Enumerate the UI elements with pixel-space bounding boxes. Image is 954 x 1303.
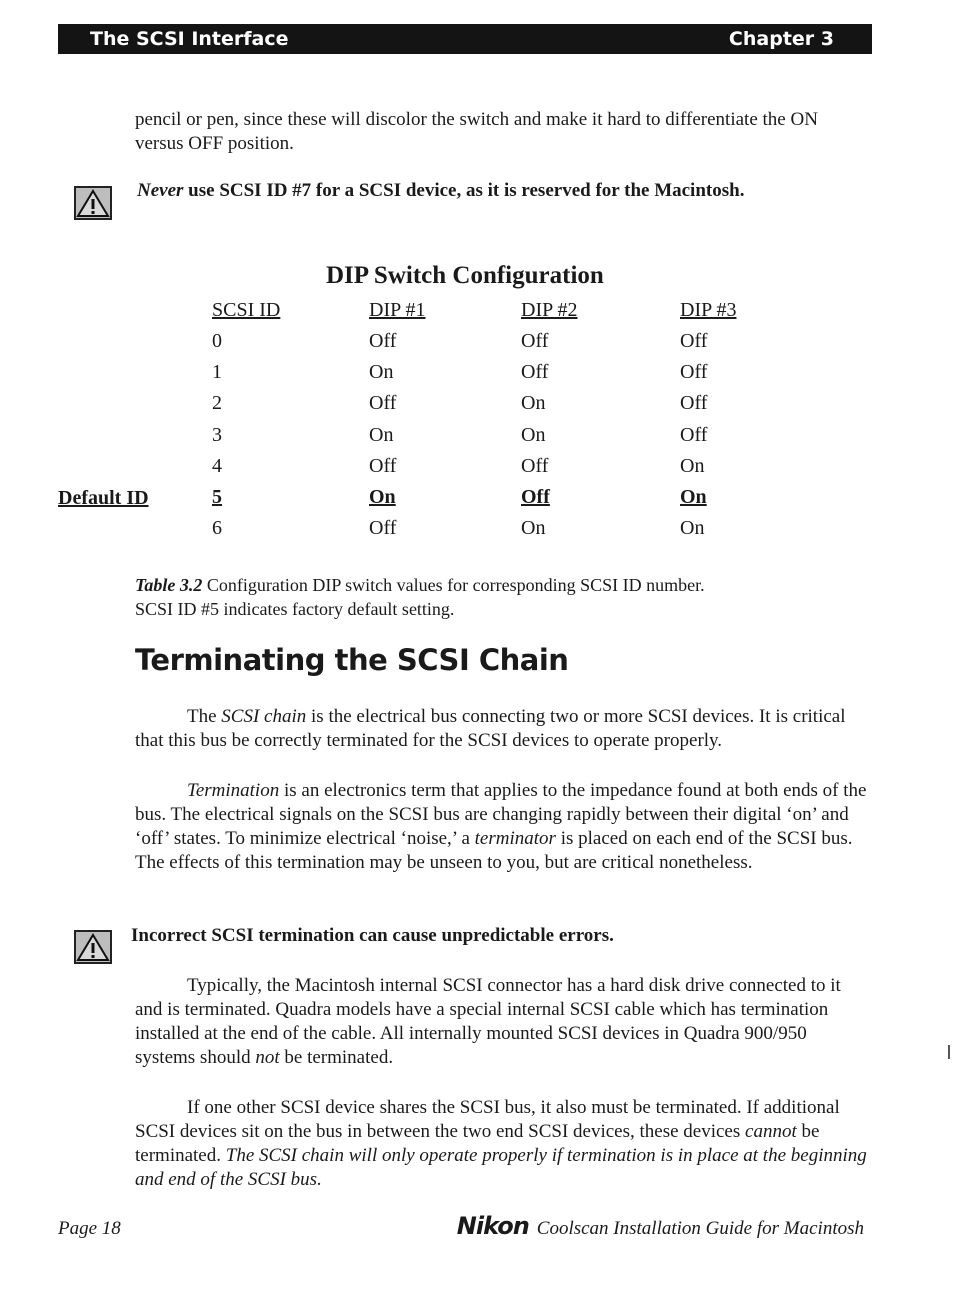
section-heading: Terminating the SCSI Chain [135, 643, 569, 677]
p2-terminator: terminator [474, 828, 556, 849]
p3-text-a: Typically, the Macintosh internal SCSI connector has a hard disk drive connected to it and is terminated. Quadra models have a special internal SCSI cable which has termination installed at the end of the cable. All internally mounted SCSI devices in Quadra 900/950 systems should [135, 975, 841, 1068]
table-header-cell: DIP #3 [680, 299, 737, 321]
scan-mark [948, 1045, 950, 1059]
table-cell: Off [369, 454, 397, 477]
warning-note-scsi-id-7 [137, 180, 744, 202]
table-cell: 1 [212, 361, 222, 384]
table-cell: 5 [212, 486, 222, 508]
table-cell: 3 [212, 423, 222, 446]
intro-paragraph: pencil or pen, since these will discolor the switch and make it hard to differentiate the ON versus OFF position. [135, 109, 818, 154]
p4-text-a: If one other SCSI device shares the SCSI bus, it also must be terminated. If additional SCSI devices sit on the bus in between the two end SCSI devices, these devices [135, 1097, 840, 1142]
table-header-cell: DIP #2 [521, 299, 578, 321]
table-cell: 2 [212, 392, 222, 415]
table-cell: On [521, 517, 546, 540]
table-cell: On [369, 423, 394, 446]
p3-not: not [255, 1047, 280, 1068]
table-cell: On [369, 486, 396, 508]
paragraph-scsi-chain [135, 705, 870, 753]
table-cell: Off [369, 330, 397, 352]
table-cell: Off [680, 330, 708, 352]
table-cell: On [369, 361, 394, 384]
header-section-title: The SCSI Interface [90, 28, 289, 50]
table-cell: Off [369, 392, 397, 415]
warning-triangle-icon [74, 930, 112, 964]
paragraph-termination [135, 779, 870, 875]
running-header [58, 24, 872, 54]
brand-logo: Nikon [456, 1212, 529, 1240]
table-cell: Off [680, 423, 708, 446]
p2-text-d: is placed on each end of the SCSI bus. The effects of this termination may be unseen to you, but are critical nonetheless. [135, 828, 853, 873]
table-cell: 4 [212, 454, 222, 477]
default-id-label: Default ID [58, 487, 149, 509]
table-cell: On [521, 392, 546, 415]
warning-emphasis: Never [137, 180, 184, 201]
table-cell: 0 [212, 330, 222, 352]
paragraph-macintosh-internal [135, 974, 870, 1070]
table-cell: Off [369, 517, 397, 540]
warning-triangle-icon [74, 186, 112, 220]
header-chapter: Chapter 3 [728, 28, 834, 50]
table-caption [135, 573, 835, 621]
table-cell: On [680, 486, 707, 508]
p4-cannot: cannot [745, 1121, 797, 1142]
p4-text-c: be terminated. [135, 1121, 820, 1166]
p1-term: SCSI chain [221, 706, 307, 727]
table-cell: On [680, 454, 705, 477]
table-cell: Off [521, 361, 549, 384]
caption-line1: Configuration DIP switch values for corresponding SCSI ID number. [202, 575, 705, 595]
table-cell: Off [521, 486, 550, 508]
table-cell: Off [521, 330, 549, 352]
footer-guide [457, 1212, 864, 1240]
table-header-cell: DIP #1 [369, 299, 426, 321]
table-cell: Off [521, 454, 549, 477]
p1-text-c: is the electrical bus connecting two or more SCSI devices. It is critical that this bus be correctly terminated for the SCSI devices to operate properly. [135, 706, 846, 751]
caption-line2: SCSI ID #5 indicates factory default setting. [135, 599, 455, 619]
guide-title: Coolscan Installation Guide for Macintosh [536, 1218, 864, 1239]
p2-term: Termination [187, 780, 280, 801]
table-header-cell: SCSI ID [212, 299, 281, 321]
warning-rest: use SCSI ID #7 for a SCSI device, as it is reserved for the Macintosh. [183, 180, 745, 201]
table-cell: On [521, 423, 546, 446]
warning-note-termination: Incorrect SCSI termination can cause unpredictable errors. [131, 925, 614, 946]
page-number: Page 18 [58, 1218, 121, 1239]
table-cell: 6 [212, 517, 222, 540]
p2-text-b: is an electronics term that applies to the impedance found at both ends of the bus. The electrical signals on the SCSI bus are changing rapidly between their digital ‘on’ and ‘off’ states. To minimize electrical ‘noise,’ a [135, 780, 867, 849]
table-title: DIP Switch Configuration [326, 262, 604, 289]
p1-text-a: The [187, 706, 222, 727]
p4-emphasis: The SCSI chain will only operate properly if termination is in place at the beginning and end of the SCSI bus. [135, 1145, 867, 1190]
table-cell: Off [680, 361, 708, 384]
p3-text-c: be terminated. [279, 1047, 394, 1068]
paragraph-additional-devices [135, 1096, 870, 1192]
table-cell: Off [680, 392, 708, 415]
caption-label: Table 3.2 [135, 575, 203, 595]
table-cell: On [680, 517, 705, 540]
